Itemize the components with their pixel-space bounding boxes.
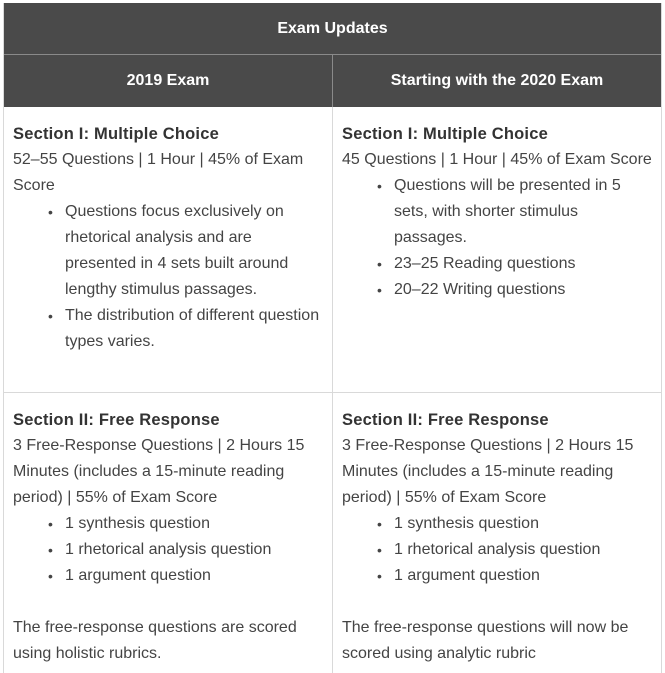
cell-2020-section-2 [333, 393, 661, 673]
list-item [377, 537, 653, 563]
section-meta: 3 Free-Response Questions | 2 Hours 15 Minutes (includes a 15-minute reading period) | 55% of Exam Score [13, 437, 305, 506]
list-item-text: 23–25 Reading questions [394, 255, 576, 272]
bullet-icon: • [377, 516, 382, 532]
cell-2020-section-1 [333, 107, 661, 392]
list-item [48, 563, 324, 589]
section-title: Section I: Multiple Choice [13, 125, 219, 143]
bullet-icon: • [48, 308, 53, 324]
list-item-text: The distribution of different question types varies. [65, 307, 320, 350]
list-item [377, 277, 653, 303]
list-item [48, 511, 324, 537]
bullet-icon: • [377, 256, 382, 272]
list-item-text: 20–22 Writing questions [394, 281, 566, 298]
bullet-icon: • [377, 568, 382, 584]
list-item-text: 1 synthesis question [394, 515, 539, 532]
bullet-icon: • [377, 282, 382, 298]
bullet-icon: • [377, 542, 382, 558]
table-row-section-1 [4, 107, 661, 393]
list-item-text: 1 rhetorical analysis question [65, 541, 272, 558]
table-row-section-2 [4, 393, 661, 673]
list-item [377, 251, 653, 277]
list-item [377, 563, 653, 589]
table-title-text: Exam Updates [277, 19, 388, 37]
column-header-2020-text: Starting with the 2020 Exam [390, 72, 604, 89]
bullet-list [13, 199, 324, 355]
bullet-icon: • [48, 204, 53, 220]
list-item [48, 537, 324, 563]
list-item-text: 1 synthesis question [65, 515, 210, 532]
section-title: Section I: Multiple Choice [342, 125, 548, 143]
column-header-row [4, 55, 661, 107]
section-meta: 3 Free-Response Questions | 2 Hours 15 Minutes (includes a 15-minute reading period) | 55% of Exam Score [342, 437, 634, 506]
bullet-icon: • [48, 542, 53, 558]
column-header-2019-text: 2019 Exam [126, 72, 210, 89]
section-title: Section II: Free Response [342, 411, 549, 429]
scoring-note: The free-response questions are scored using holistic rubrics. [13, 619, 297, 662]
list-item-text: Questions focus exclusively on rhetorical analysis and are presented in 4 sets built around lengthy stimulus passages. [65, 203, 289, 298]
section-meta: 45 Questions | 1 Hour | 45% of Exam Score [342, 151, 652, 168]
table-title [4, 3, 661, 55]
section-title: Section II: Free Response [13, 411, 220, 429]
bullet-list [13, 511, 324, 589]
section-meta: 52–55 Questions | 1 Hour | 45% of Exam Score [13, 151, 304, 194]
list-item [48, 303, 324, 355]
column-header-2020 [333, 55, 661, 107]
exam-updates-table [3, 3, 662, 673]
cell-2019-section-2 [4, 393, 333, 673]
column-header-2019 [4, 55, 333, 107]
list-item [48, 199, 324, 303]
list-item-text: Questions will be presented in 5 sets, with shorter stimulus passages. [394, 177, 621, 246]
bullet-list [342, 173, 653, 303]
bullet-icon: • [48, 568, 53, 584]
bullet-icon: • [48, 516, 53, 532]
list-item-text: 1 argument question [65, 567, 211, 584]
list-item-text: 1 argument question [394, 567, 540, 584]
bullet-icon: • [377, 178, 382, 194]
list-item-text: 1 rhetorical analysis question [394, 541, 601, 558]
bullet-list [342, 511, 653, 589]
list-item [377, 511, 653, 537]
list-item [377, 173, 653, 251]
scoring-note: The free-response questions will now be scored using analytic rubric [342, 619, 629, 662]
cell-2019-section-1 [4, 107, 333, 392]
